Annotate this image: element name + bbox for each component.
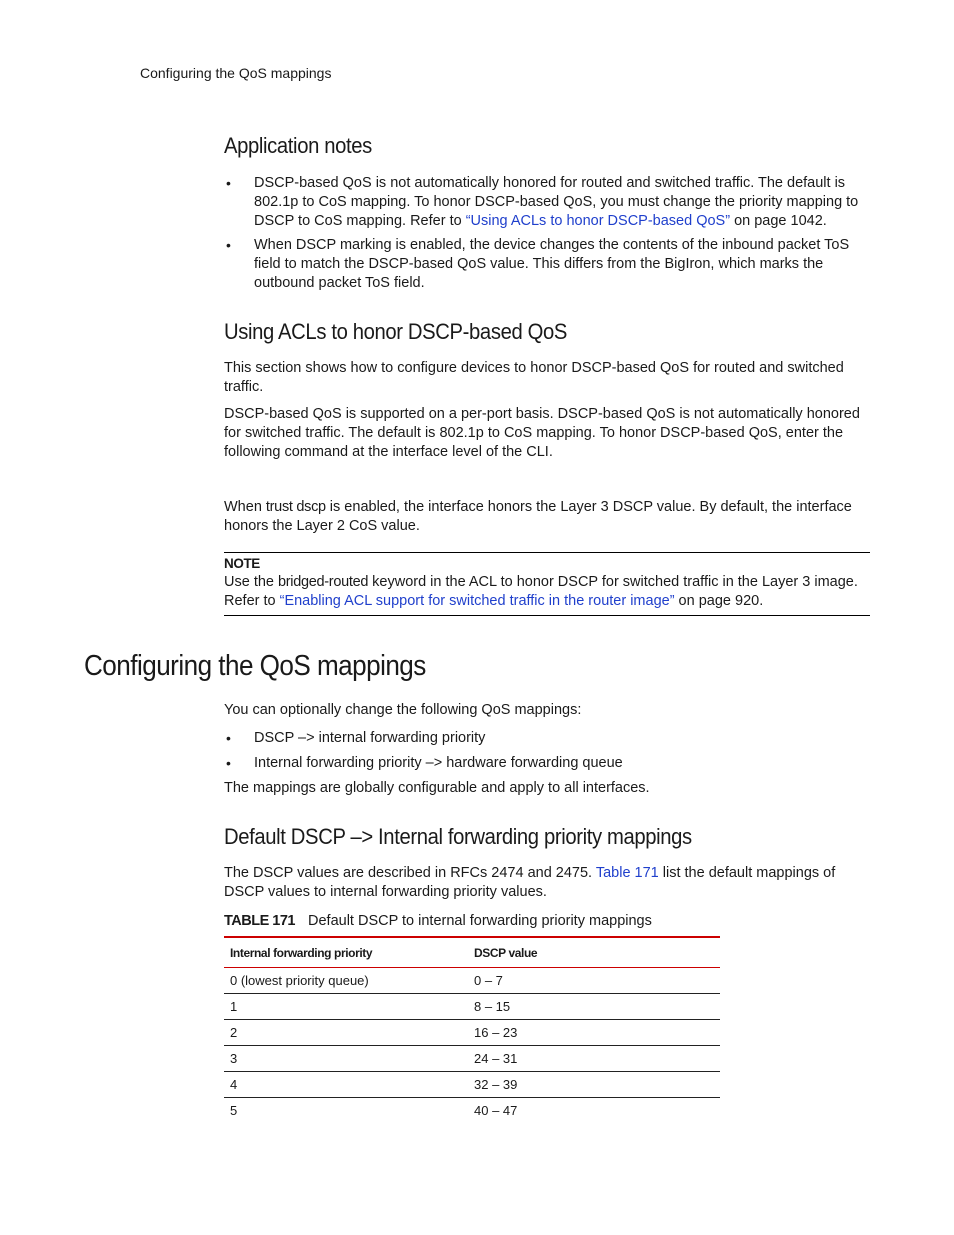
default-dscp-heading: Default DSCP –> Internal forwarding priority mappings: [224, 824, 692, 849]
configuring-qos-heading: Configuring the QoS mappings: [84, 650, 426, 682]
qos-outro: The mappings are globally configurable and apply to all interfaces.: [224, 780, 650, 796]
dscp-cell: 0 – 7: [468, 968, 720, 994]
bullet-icon: •: [226, 730, 231, 746]
default-dscp-para-pre: The DSCP values are described in RFCs 2474 and 2475.: [224, 865, 596, 881]
bridged-routed-keyword: bridged-routed: [278, 574, 369, 590]
default-dscp-para-post: list the default mappings of DSCP values to internal forwarding priority values.: [224, 865, 836, 900]
xref-link-enabling-acl[interactable]: “Enabling ACL support for switched traffic in the router image”: [279, 593, 675, 609]
table-caption-label: TABLE 171: [224, 913, 295, 929]
priority-cell: 1: [224, 994, 468, 1020]
note-text-post: on page 920.: [674, 593, 764, 609]
table-row: [224, 1072, 720, 1098]
dscp-cell: 40 – 47: [474, 1103, 518, 1118]
note-text-mid: keyword in the ACL to honor DSCP for switched traffic in the Layer 3 image. Refer to: [224, 574, 858, 609]
table-row: [224, 968, 720, 994]
bullet-icon: •: [226, 755, 231, 771]
default-dscp-para: [224, 864, 872, 902]
table-caption-text: Default DSCP to internal forwarding priority mappings: [308, 913, 652, 929]
priority-cell: 3: [224, 1046, 468, 1072]
running-header: Configuring the QoS mappings: [140, 65, 332, 81]
table-171-link[interactable]: Table 171: [595, 865, 659, 881]
using-acls-heading: Using ACLs to honor DSCP-based QoS: [224, 319, 568, 344]
bullet-text: DSCP –> internal forwarding priority: [254, 730, 486, 746]
priority-cell: 2: [224, 1020, 468, 1046]
dscp-cell: 32 – 39: [468, 1072, 720, 1098]
bullet-text: Internal forwarding priority –> hardware forwarding queue: [254, 755, 623, 771]
note-box: [224, 552, 870, 616]
bullet-text: When DSCP marking is enabled, the device changes the contents of the inbound packet ToS field to match the DSCP-based QoS value. This differs from the BigIron, which marks the outbound packet ToS field.: [254, 237, 850, 291]
dscp-cell: 24 – 31: [468, 1046, 720, 1072]
table-row: [224, 994, 720, 1020]
table-row: [224, 1020, 720, 1046]
acl-para-1: This section shows how to configure devices to honor DSCP-based QoS for routed and switched traffic.: [224, 360, 844, 395]
bullet-icon: •: [226, 175, 231, 191]
bullet-icon: •: [226, 237, 231, 253]
trust-dscp-command: trust dscp: [265, 499, 326, 515]
note-text-pre: Use the: [224, 574, 278, 590]
table-header-row: [224, 937, 720, 968]
dscp-cell: 8 – 15: [468, 994, 720, 1020]
bullet-text: DSCP-based QoS is not automatically honored for routed and switched traffic. The default is 802.1p to CoS mapping. To honor DSCP-based QoS, you must change the priority mapping to DSCP to CoS mapping. Refer to: [254, 175, 859, 229]
acl-para-3-pre: When: [224, 499, 266, 515]
acl-para-3: [224, 498, 872, 536]
priority-cell: 5: [230, 1103, 238, 1118]
table-row: [224, 1098, 720, 1124]
acl-para-2: DSCP-based QoS is supported on a per-port basis. DSCP-based QoS is not automatically honored for switched traffic. The default is 802.1p to CoS mapping. To honor DSCP-based QoS, enter the following command at the interface level of the CLI.: [224, 406, 860, 460]
bullet-text-suffix: on page 1042.: [730, 213, 827, 229]
note-text: [224, 573, 872, 611]
dscp-cell: 16 – 23: [468, 1020, 720, 1046]
qos-intro: You can optionally change the following QoS mappings:: [224, 702, 582, 718]
priority-cell: 0 (lowest priority queue): [224, 968, 468, 994]
xref-link-using-acls[interactable]: “Using ACLs to honor DSCP-based QoS”: [465, 213, 731, 229]
table-row: [224, 1046, 720, 1072]
acl-para-3-post: is enabled, the interface honors the Layer 3 DSCP value. By default, the interface honors the Layer 2 CoS value.: [224, 499, 852, 534]
note-label: NOTE: [224, 556, 260, 571]
table-caption: [224, 913, 652, 929]
column-header-dscp: DSCP value: [468, 937, 720, 968]
application-notes-heading: Application notes: [224, 133, 372, 158]
column-header-priority: Internal forwarding priority: [224, 937, 468, 968]
dscp-mapping-table: [224, 936, 720, 1123]
priority-cell: 4: [224, 1072, 468, 1098]
